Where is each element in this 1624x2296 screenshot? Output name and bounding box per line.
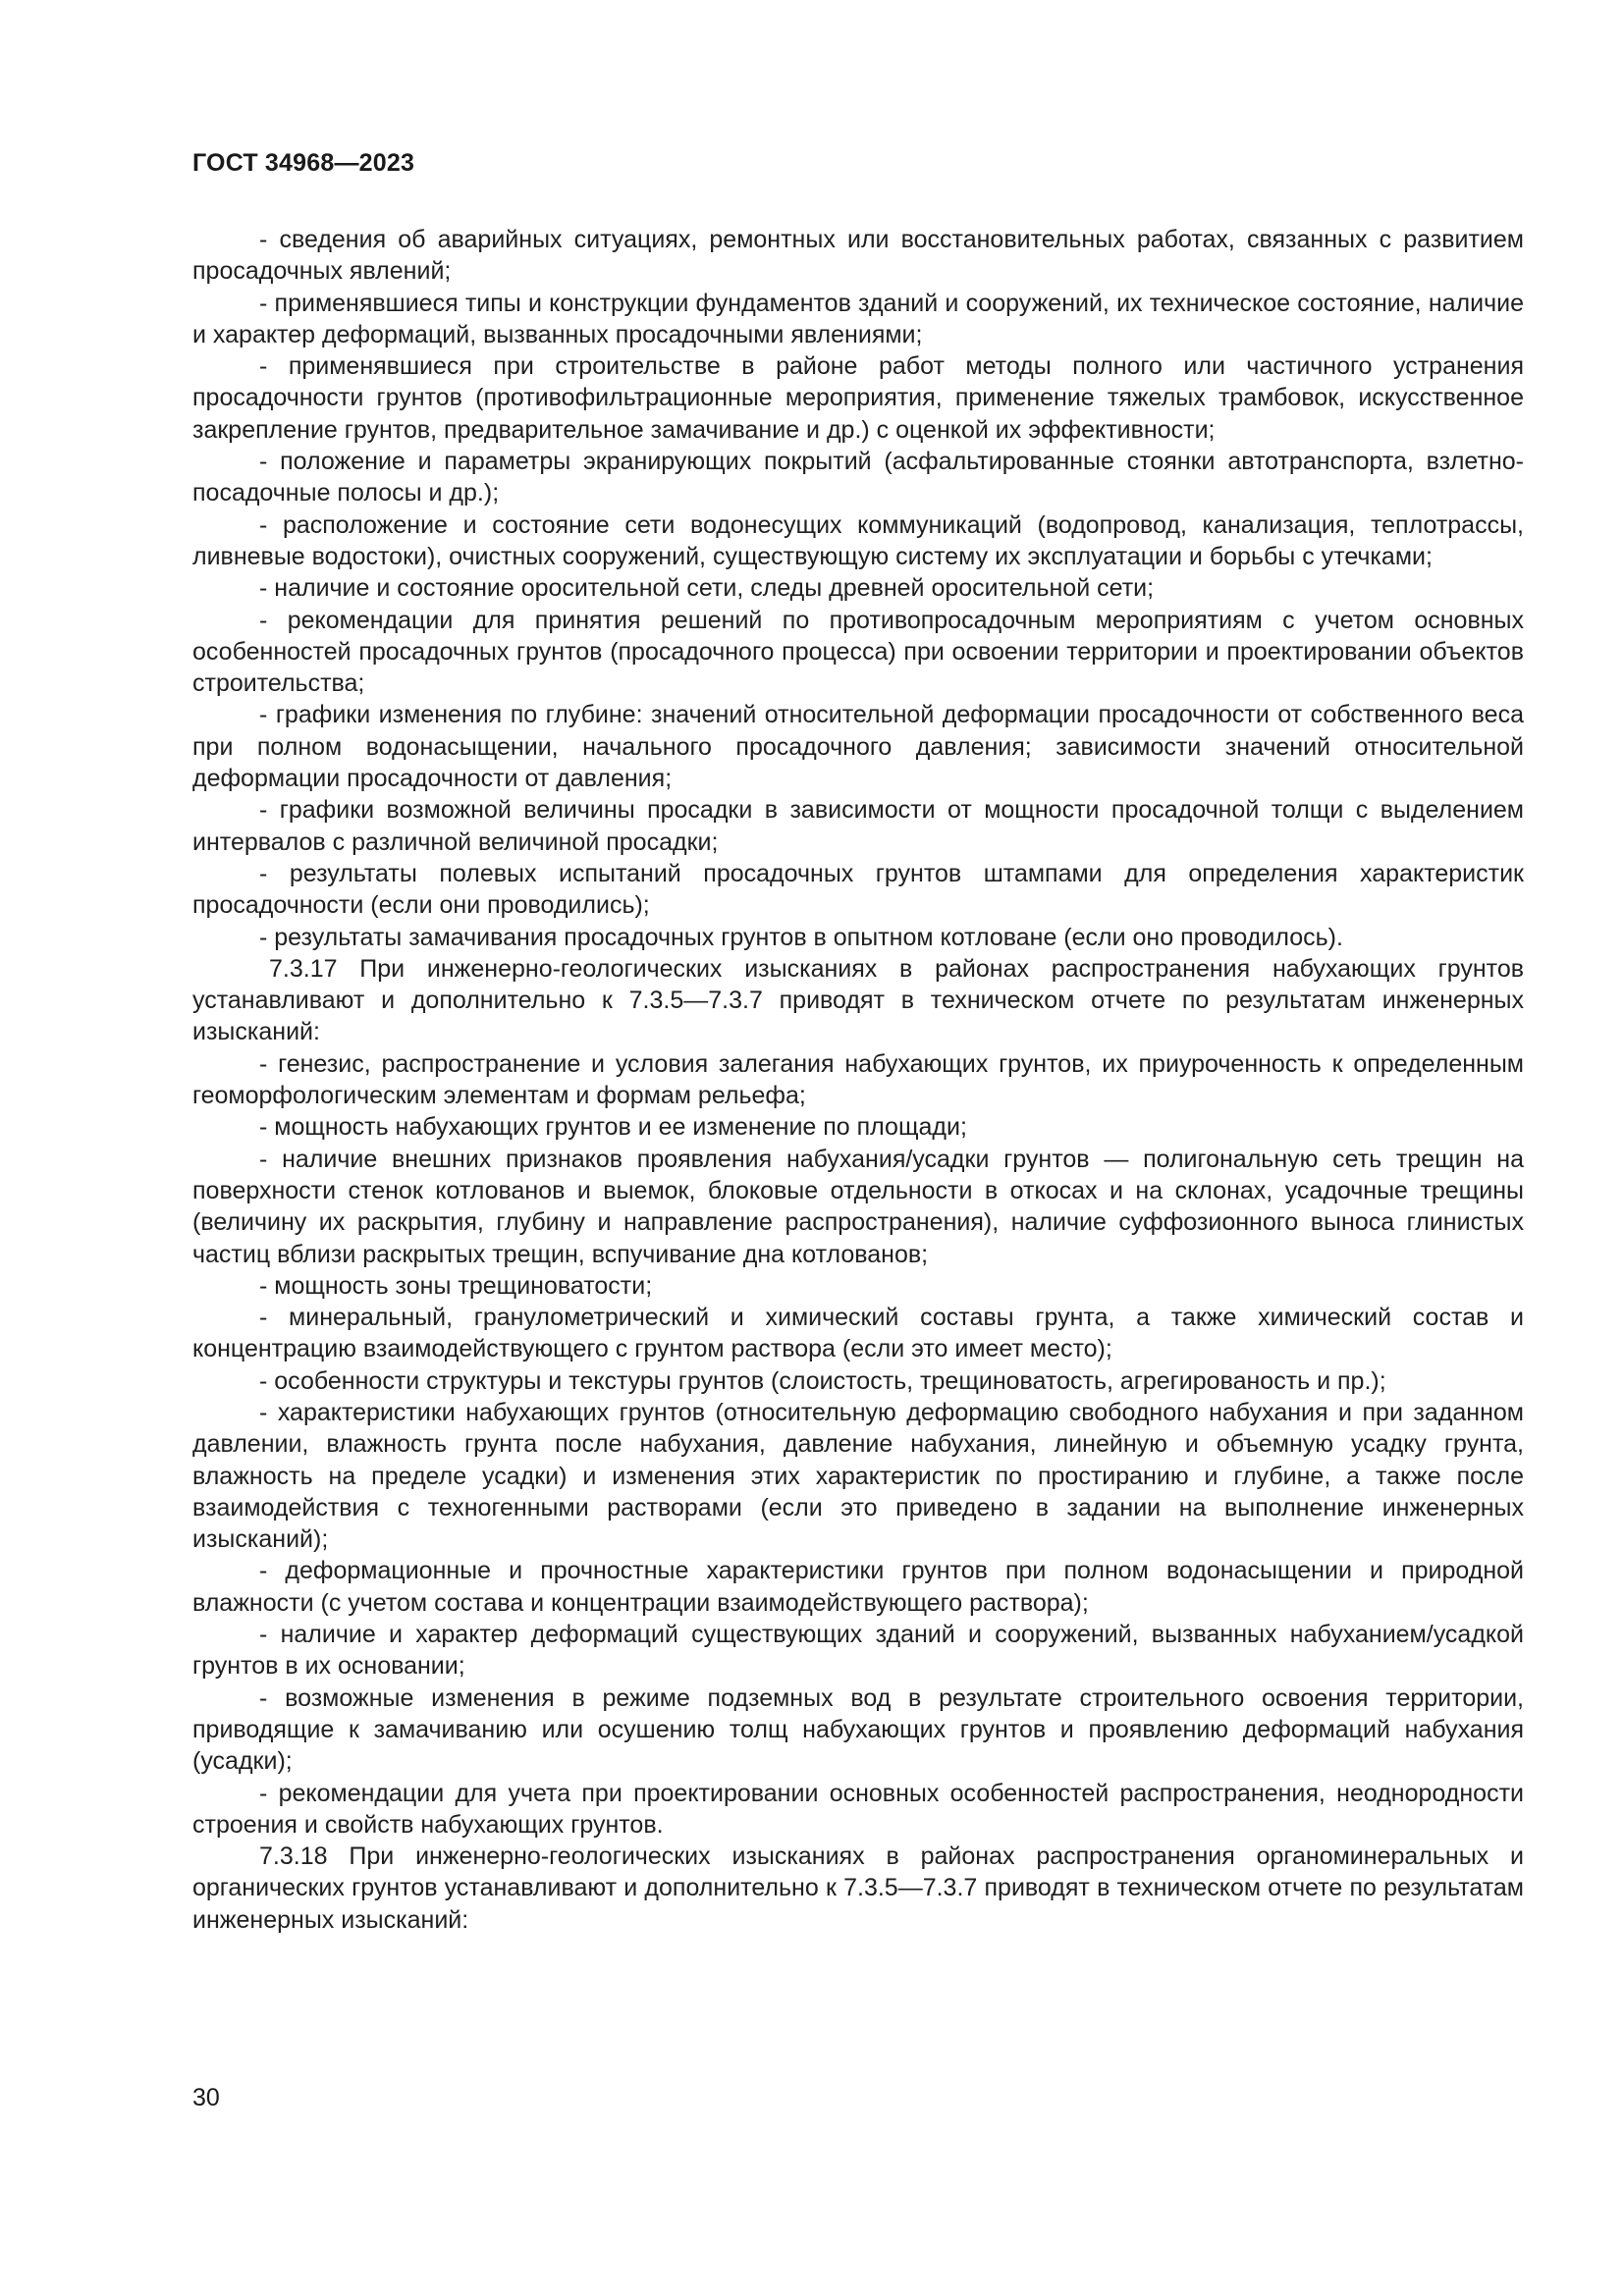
list-item: - возможные изменения в режиме подземных вод в результате строительного освоения территории, приводящие к замачиванию или осушению толщ набухающих грунтов и проявлению деформаций набухания (усадки); (192, 1683, 1524, 1776)
list-item: - рекомендации для учета при проектировании основных особенностей распространения, неоднородности строения и свойств набухающих грунтов. (192, 1779, 1524, 1839)
list-item: - расположение и состояние сети водонесущих коммуникаций (водопровод, канализация, теплотрассы, ливневые водостоки), очистных сооружений, существующую систему их эксплуатации и борьбы с утечками; (192, 510, 1524, 570)
list-item: - деформационные и прочностные характеристики грунтов при полном водонасыщении и природной влажности (с учетом состава и концентрации взаимодействующего раствора); (192, 1557, 1524, 1617)
list-item: - графики возможной величины просадки в зависимости от мощности просадочной толщи с выделением интервалов с различной величиной просадки; (192, 796, 1524, 856)
clause-7-3-18: 7.3.18 При инженерно-геологических изысканиях в районах распространения органоминеральных и органических грунтов устанавливают и дополнительно к 7.3.5—7.3.7 приводят в техническом отчете по результатам инженерных изысканий: (192, 1842, 1524, 1934)
list-item: - минеральный, гранулометрический и химический составы грунта, а также химический состав и концентрацию взаимодействующего с грунтом раствора (если это имеет место); (192, 1304, 1524, 1363)
page-number: 30 (192, 2084, 220, 2111)
list-item: - генезис, распространение и условия залегания набухающих грунтов, их приуроченность к определенным геоморфологическим элементам и формам рельефа; (192, 1049, 1524, 1110)
list-item: - результаты полевых испытаний просадочных грунтов штампами для определения характеристик просадочности (если они проводились); (192, 859, 1524, 920)
list-item: - сведения об аварийных ситуациях, ремонтных или восстановительных работах, связанных с развитием просадочных явлений; (192, 226, 1524, 286)
document-header: ГОСТ 34968—2023 (192, 149, 415, 177)
list-item: - применявшиеся при строительстве в районе работ методы полного или частичного устранения просадочности грунтов (противофильтрационные мероприятия, применение тяжелых трамбовок, искусственное закрепление грунтов, предварительное замачивание и др.) с оценкой их эффективности; (192, 352, 1524, 444)
list-item: - наличие внешних признаков проявления набухания/усадки грунтов — полигональную сеть трещин на поверхности стенок котлованов и выемок, блоковые отдельности в откосах и на склонах, усадочные трещины (величину их раскрытия, глубину и направление распространения), наличие суффозионного выноса глинистых частиц вблизи раскрытых трещин, вспучивание дна котлованов; (192, 1145, 1524, 1268)
list-item: - особенности структуры и текстуры грунтов (слоистость, трещиноватость, агрегированость и пр.); (259, 1366, 1386, 1395)
list-item: - положение и параметры экранирующих покрытий (асфальтированные стоянки автотранспорта, взлетно-посадочные полосы и др.); (192, 448, 1524, 507)
list-item: - мощность зоны трещиноватости; (259, 1271, 653, 1300)
list-item: - графики изменения по глубине: значений относительной деформации просадочности от собственного веса при полном водонасыщении, начального просадочного давления; зависимости значений относительной деформации просадочности от давления; (192, 701, 1524, 793)
list-item: - применявшиеся типы и конструкции фундаментов зданий и сооружений, их техническое состояние, наличие и характер деформаций, вызванных просадочными явлениями; (192, 289, 1524, 348)
document-body (192, 224, 1524, 1936)
list-item: - наличие и состояние оросительной сети, следы древней оросительной сети; (259, 574, 1155, 603)
clause-7-3-17: 7.3.17 При инженерно-геологических изысканиях в районах распространения набухающих грунтов устанавливают и дополнительно к 7.3.5—7.3.7 приводят в техническом отчете по результатам инженерных изысканий: (192, 954, 1524, 1046)
list-item: - характеристики набухающих грунтов (относительную деформацию свободного набухания и при заданном давлении, влажность грунта после набухания, давление набухания, линейную и объемную усадку грунта, влажность на пределе усадки) и изменения этих характеристик по простиранию и глубине, а также после взаимодействия с техногенными растворами (если это приведено в задании на выполнение инженерных изысканий); (192, 1398, 1524, 1554)
list-item: - результаты замачивания просадочных грунтов в опытном котловане (если оно проводилось). (259, 923, 1343, 951)
list-item: - рекомендации для принятия решений по противопросадочным мероприятиям с учетом основных особенностей просадочных грунтов (просадочного процесса) при освоении территории и проектировании объектов строительства; (192, 606, 1524, 698)
list-item: - мощность набухающих грунтов и ее изменение по площади; (259, 1113, 967, 1142)
list-item: - наличие и характер деформаций существующих зданий и сооружений, вызванных набуханием/усадкой грунтов в их основании; (192, 1621, 1524, 1681)
